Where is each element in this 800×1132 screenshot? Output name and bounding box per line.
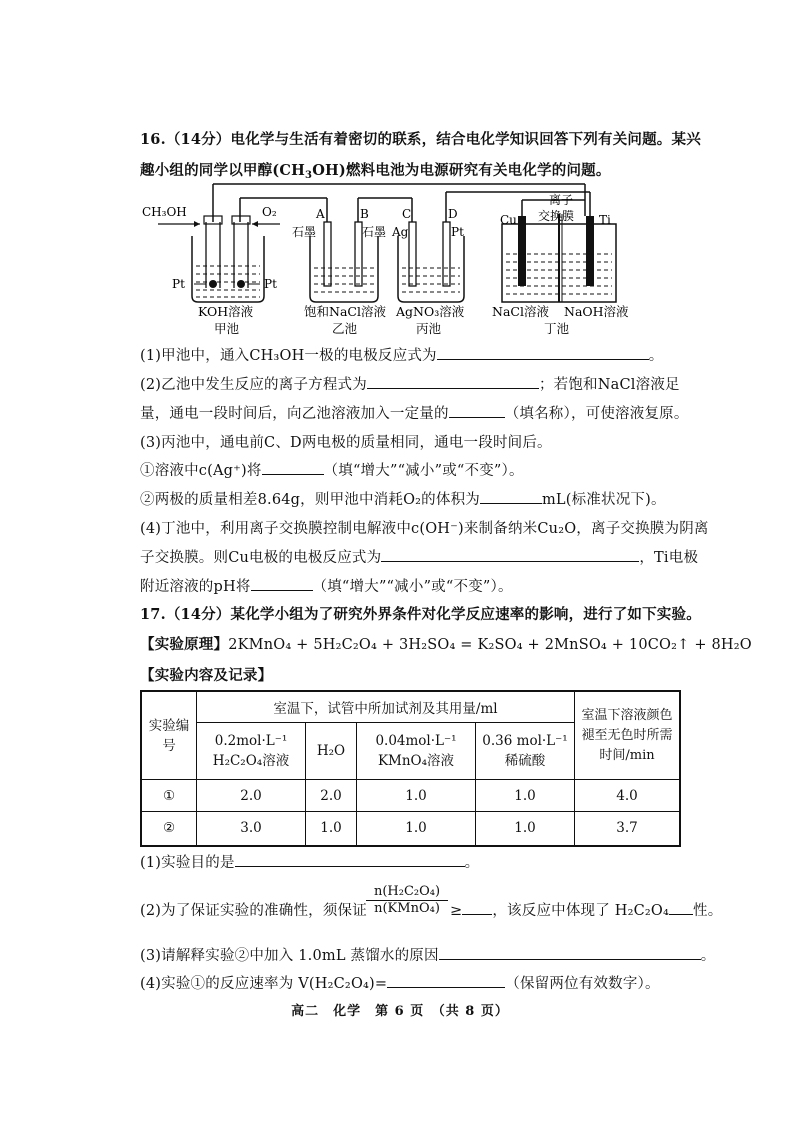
ti-label: Ti [599,213,611,227]
electrode-a-label: A [316,207,325,221]
ch3oh-label: CH₃OH [142,205,187,219]
ag-label: Ag [392,225,409,239]
cell-h2c2o4: 2.0 [197,780,306,812]
cell-h2so4: 1.0 [476,812,575,846]
header-reagents-group: 室温下，试管中所加试剂及其用量/ml [197,691,575,723]
membrane-label-1: 离子 [549,193,574,207]
cell-h2o: 1.0 [306,812,357,846]
pool3-solution-label: AgNO₃溶液 [396,304,465,319]
q17-intro: 17.（14分）某化学小组为了研究外界条件对化学反应速率的影响，进行了如下实验。 [140,606,701,623]
header-kmno4: 0.04mol·L⁻¹ KMnO₄溶液 [357,723,476,780]
page-footer: 高二 化学 第 6 页 （共 8 页） [291,1004,509,1019]
cell-kmno4: 1.0 [357,812,476,846]
q16-part3: (3)丙池中，通电前C、D两电极的质量相同，通电一段时间后。 [140,435,552,451]
answer-blank[interactable] [251,576,313,591]
electrode-b-label: B [360,207,369,221]
q16-part3-sub2: ②两极的质量相差8.64g，则甲池中消耗O₂的体积为 mL(标准状况下)。 [140,488,666,509]
answer-blank[interactable] [480,489,542,504]
row-id: ② [141,812,197,846]
answer-blank[interactable] [235,852,465,867]
q17-part1: (1)实验目的是 。 [140,851,479,872]
table-row [141,812,680,846]
mole-ratio-fraction [366,884,448,917]
header-time: 室温下溶液颜色褪至无色时所需时间/min [575,691,681,780]
q16-part2-line1: (2)乙池中发生反应的离子方程式为 ；若饱和NaCl溶液足 [140,373,680,394]
pool4-name-label: 丁池 [544,321,570,336]
pt-right-label: Pt [264,277,277,291]
pool2-name-label: 乙池 [332,321,358,336]
fraction-bar: n(KMnO₄) [366,900,448,916]
cell-h2c2o4: 3.0 [197,812,306,846]
pool2-solution-label: 饱和NaCl溶液 [304,304,386,319]
answer-blank[interactable] [387,973,505,988]
q17-part2: (2)为了保证实验的准确性，须保证 [140,903,367,919]
q16-part4-line3: 附近溶液的pH将 （填“增大”“减小”或“不变”）。 [140,575,513,596]
q16-intro-line2: 趣小组的同学以甲醇$(CH_3OH)$燃料电池为电源研究有关电化学的问题。 [140,162,611,181]
cell-time: 3.7 [575,812,681,846]
pool4-right-solution-label: NaOH溶液 [564,304,629,319]
membrane-label-2: 交换膜 [538,209,575,223]
cell-h2o: 2.0 [306,780,357,812]
graphite-a-label: 石墨 [292,225,317,239]
cell-h2so4: 1.0 [476,780,575,812]
electrode-d-label: D [448,207,458,221]
pool3-name-label: 丙池 [416,321,442,336]
q17-part4: (4)实验①的反应速率为 V(H₂C₂O₄)= （保留两位有效数字）。 [140,972,660,993]
header-h2o: H₂O [306,723,357,780]
q17-content-label: 【实验内容及记录】 [140,667,273,684]
q16-part4-line1: (4)丁池中，利用离子交换膜控制电解液中c(OH⁻)来制备纳米Cu₂O，离子交换膜为阴离 [140,521,709,537]
fraction-numerator: n(H₂C₂O₄) [373,884,441,899]
row-id: ① [141,780,197,812]
answer-blank[interactable] [381,547,639,562]
answer-blank[interactable] [439,945,701,960]
table-row [141,780,680,812]
electrode-c-label: C [402,207,412,221]
graphite-b-label: 石墨 [362,225,387,239]
q16-intro-line1: 16.（14分）电化学与生活有着密切的联系，结合电化学知识回答下列有关问题。某兴 [140,131,701,148]
pt-d-label: Pt [451,225,464,239]
header-exp-number: 实验编号 [141,691,197,780]
answer-blank[interactable] [669,900,693,915]
q17-part3: (3)请解释实验②中加入 1.0mL 蒸馏水的原因 。 [140,944,715,965]
cell-time: 4.0 [575,780,681,812]
answer-blank[interactable] [449,403,505,418]
pool1-name-label: 甲池 [214,321,240,336]
cu-label: Cu [500,213,517,227]
header-h2so4: 0.36 mol·L⁻¹ 稀硫酸 [476,723,575,780]
o2-label: O₂ [262,205,277,219]
q16-part1: (1)甲池中，通入CH₃OH一极的电极反应式为 。 [140,344,663,365]
pool1-solution-label: KOH溶液 [198,304,254,319]
q16-part4-line2: 子交换膜。则Cu电极的电极反应式为 ，Ti电极 [140,546,698,567]
electrochemistry-apparatus-diagram [140,176,720,341]
pool4-left-solution-label: NaCl溶液 [492,304,549,319]
q16-part2-line2: 量，通电一段时间后，向乙池溶液加入一定量的 （填名称），可使溶液复原。 [140,402,689,423]
experiment-table [140,690,681,847]
q16-part3-sub1: ①溶液中c(Ag⁺)将 （填“增大”“减小”或“不变”）。 [140,459,524,480]
answer-blank[interactable] [437,345,649,360]
q17-principle: 【实验原理】2KMnO₄ + 5H₂C₂O₄ + 3H₂SO₄ = K₂SO₄ + 2MnSO₄ + 10CO₂↑ + 8H₂O [140,636,752,653]
pt-left-label: Pt [172,277,185,291]
cell-kmno4: 1.0 [357,780,476,812]
answer-blank[interactable] [462,900,492,915]
answer-blank[interactable] [262,460,324,475]
answer-blank[interactable] [367,374,539,389]
q17-part2-tail: ≥ ，该反应中体现了 H₂C₂O₄ 性。 [450,899,722,920]
header-h2c2o4: 0.2mol·L⁻¹ H₂C₂O₄溶液 [197,723,306,780]
